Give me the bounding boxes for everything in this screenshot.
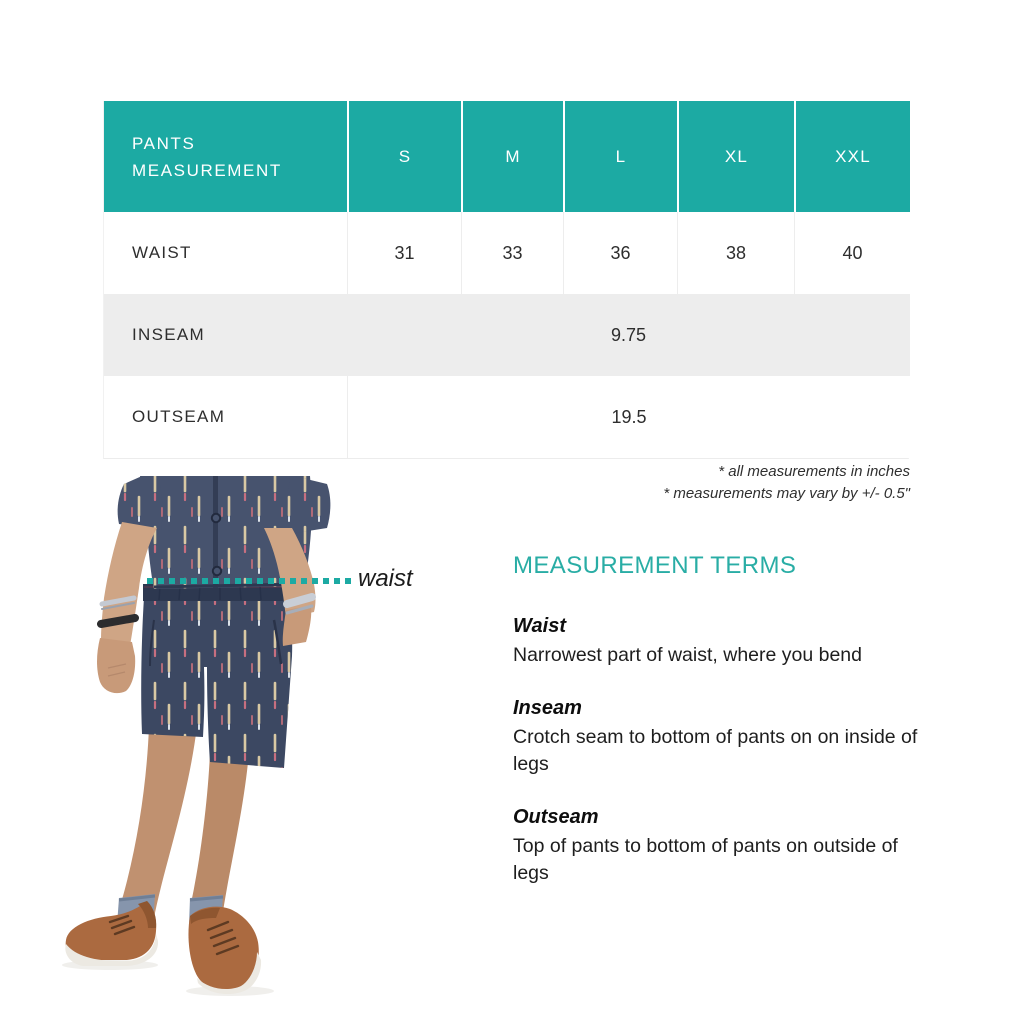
waist-value-s: 31 [347, 212, 461, 294]
waist-dotted-line [147, 578, 351, 584]
waist-value-xxl: 40 [794, 212, 910, 294]
inseam-value: 9.75 [347, 294, 910, 376]
table-header-measurement [104, 101, 347, 212]
waist-value-m: 33 [461, 212, 563, 294]
table-header-measurement-label: PANTS MEASUREMENT [132, 133, 282, 180]
model-photo [58, 470, 464, 1022]
term-waist-name: Waist [513, 615, 566, 637]
row-waist-label: WAIST [104, 212, 347, 294]
term-inseam-name: Inseam [513, 696, 582, 719]
waist-value-xl: 38 [677, 212, 794, 294]
size-chart-table [103, 101, 909, 459]
right-shoe [188, 907, 261, 994]
row-inseam-label: INSEAM [104, 294, 347, 376]
model-left-leg [121, 726, 197, 918]
measurement-terms-section [513, 551, 933, 888]
note-units: * all measurements in inches [718, 463, 910, 480]
table-header-size-m: M [461, 101, 563, 212]
term-outseam-name: Outseam [513, 805, 599, 828]
model-right-leg [191, 752, 249, 918]
waist-annotation-label: waist [358, 565, 413, 592]
term-waist [513, 614, 933, 670]
table-header-size-xxl: XXL [794, 101, 910, 212]
table-header-size-s: S [347, 101, 461, 212]
measurement-terms-title: MEASUREMENT TERMS [513, 552, 797, 579]
measurement-notes [663, 461, 910, 505]
note-tolerance: * measurements may vary by +/- 0.5" [663, 485, 910, 502]
table-header-size-xl: XL [677, 101, 794, 212]
term-waist-definition: Narrowest part of waist, where you bend [513, 644, 863, 666]
term-outseam-definition: Top of pants to bottom of pants on outside of legs [513, 834, 898, 884]
term-outseam [513, 805, 933, 888]
left-shoe [65, 901, 158, 966]
table-header-size-l: L [563, 101, 677, 212]
row-outseam-label: OUTSEAM [104, 376, 347, 458]
waist-value-l: 36 [563, 212, 677, 294]
outseam-value: 19.5 [347, 376, 910, 458]
term-inseam [513, 696, 933, 779]
term-inseam-definition: Crotch seam to bottom of pants on on inside of legs [513, 725, 918, 775]
